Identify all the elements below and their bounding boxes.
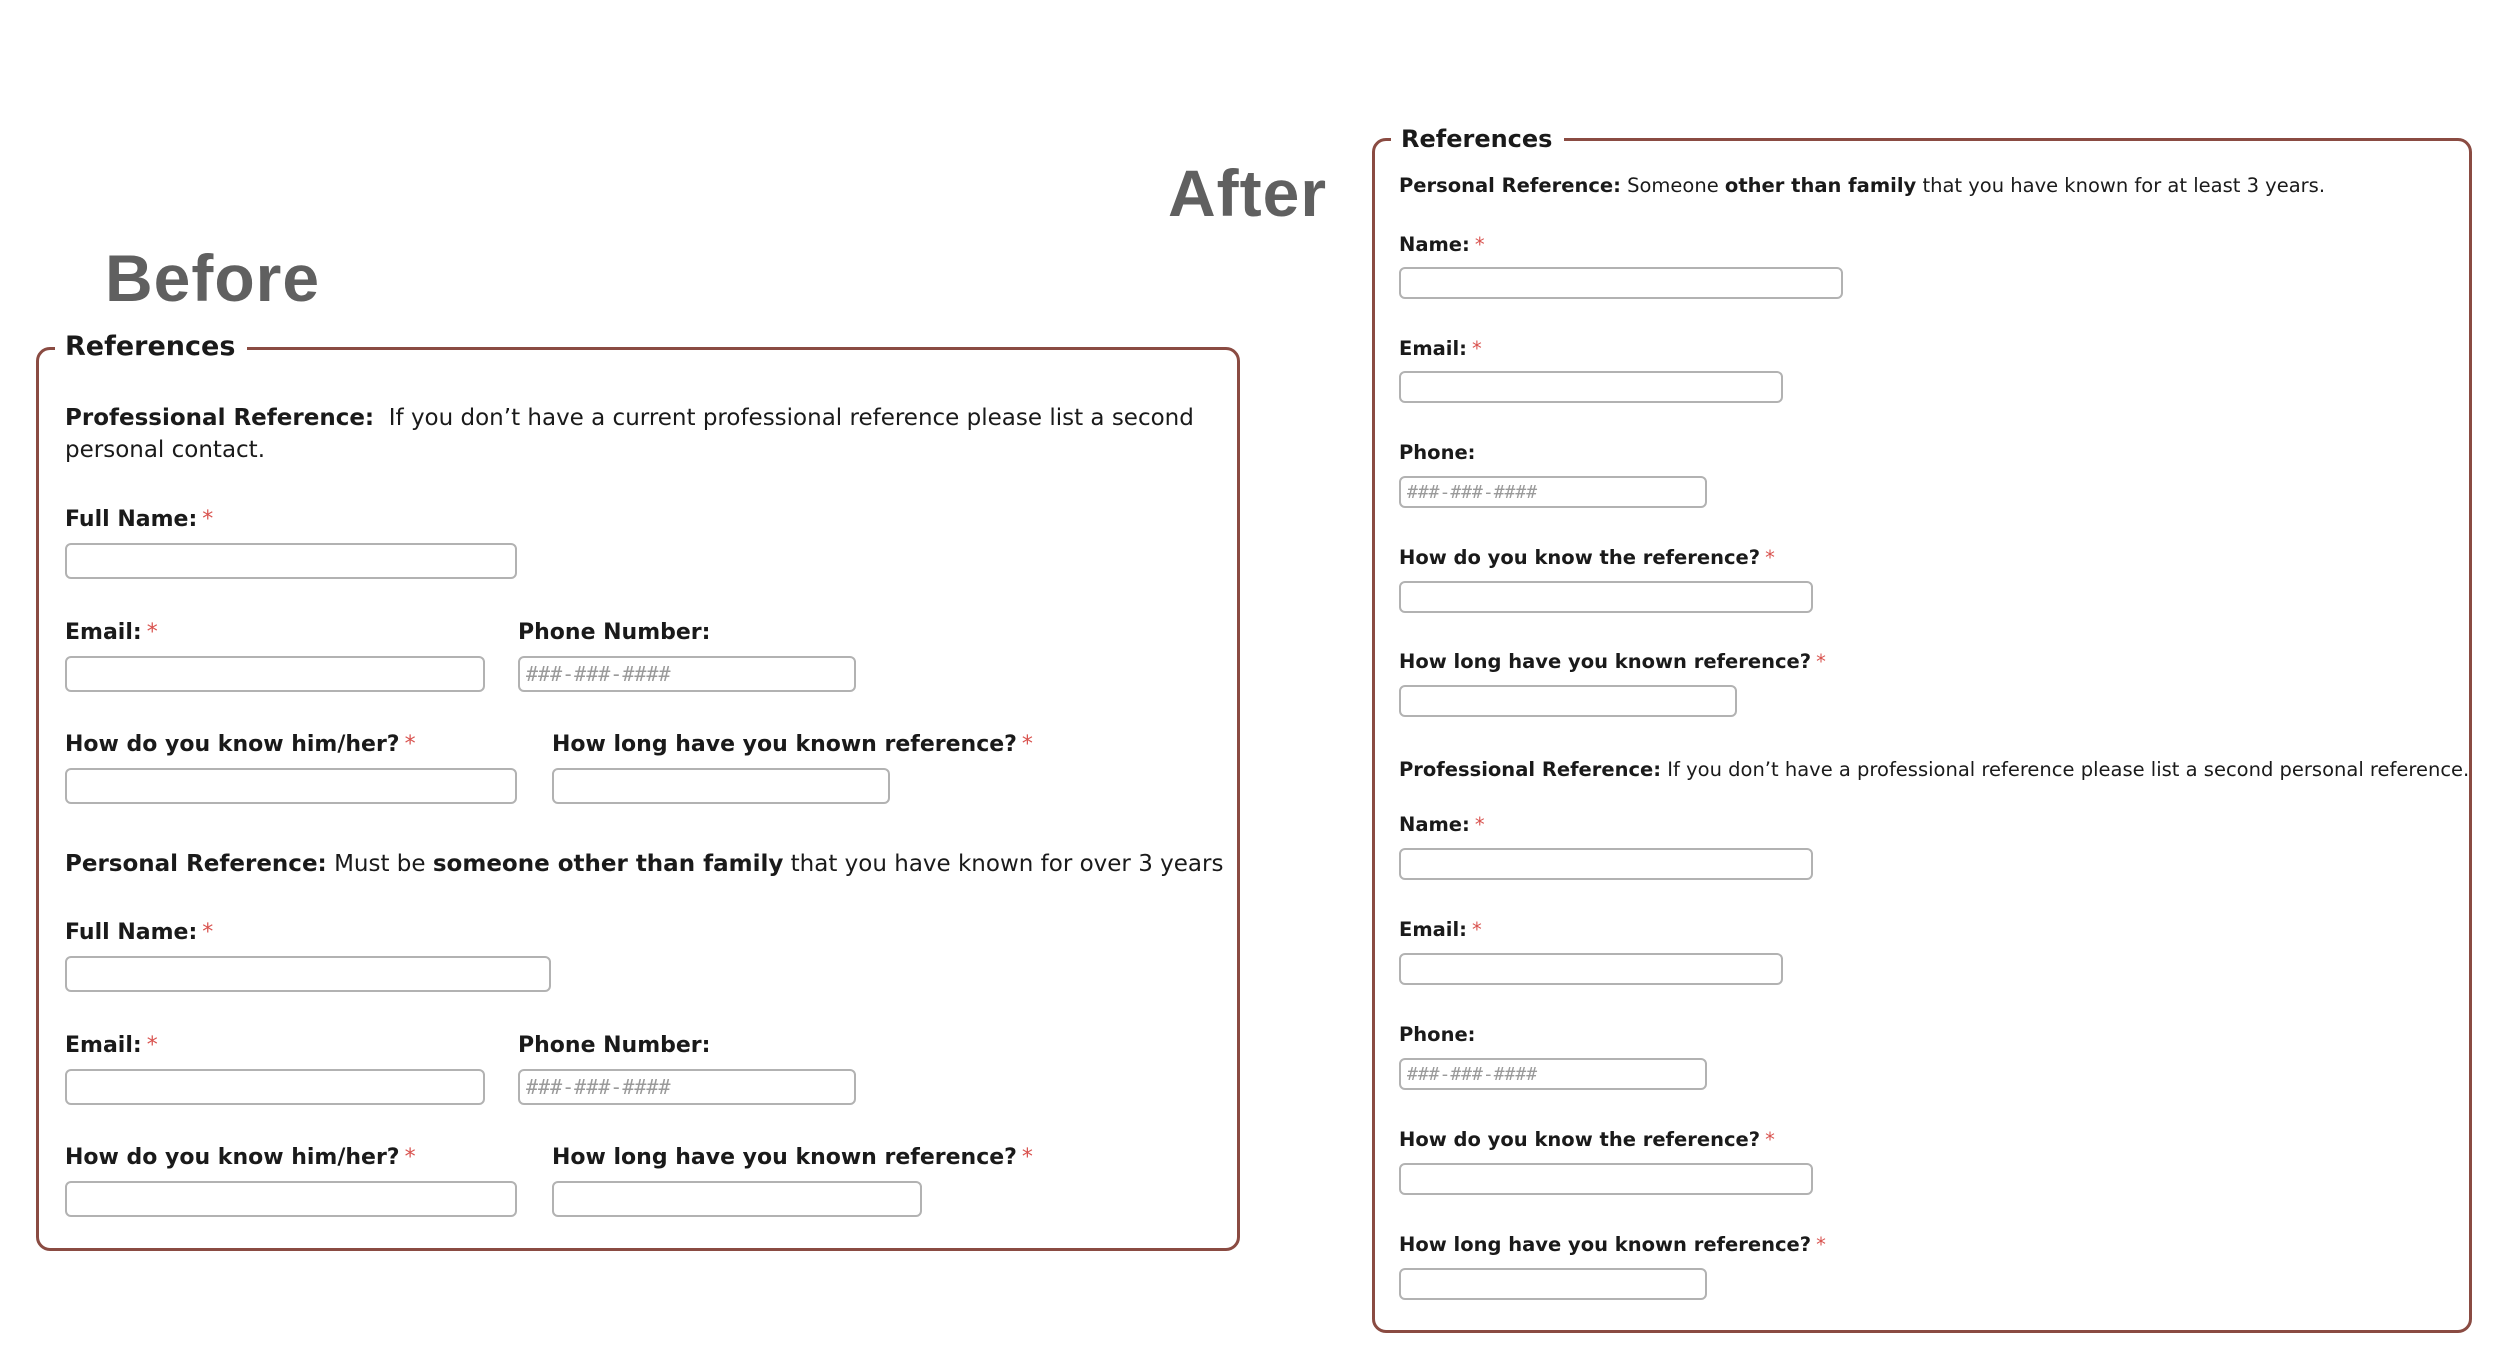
before-per-full-name-label: Full Name: *	[65, 920, 214, 945]
after-professional-intro-lead: Professional Reference:	[1399, 758, 1662, 781]
before-pro-how-long-label: How long have you known reference? *	[552, 732, 1033, 757]
before-personal-intro: Personal Reference: Must be someone other than family that you have known for over 3 years	[65, 851, 1224, 877]
after-per-name-label: Name: *	[1399, 233, 1485, 256]
before-pro-phone-label: Phone Number:	[518, 620, 711, 645]
before-pro-how-know-input[interactable]	[65, 768, 517, 804]
before-per-how-long-input[interactable]	[552, 1181, 922, 1217]
before-per-phone-label: Phone Number:	[518, 1033, 711, 1058]
after-panel-legend: References	[1391, 124, 1564, 154]
before-per-how-know-label: How do you know him/her? *	[65, 1145, 416, 1170]
after-professional-intro	[1399, 754, 2469, 786]
before-per-phone-input[interactable]	[518, 1069, 856, 1105]
after-per-email-input[interactable]	[1399, 371, 1783, 403]
after-pro-name-input[interactable]	[1399, 848, 1813, 880]
before-per-email-input[interactable]	[65, 1069, 485, 1105]
after-personal-intro: Personal Reference: Someone other than family that you have known for at least 3 years.	[1399, 174, 2326, 197]
before-pro-email-input[interactable]	[65, 656, 485, 692]
after-personal-intro-lead: Personal Reference:	[1399, 174, 1621, 197]
after-pro-phone-input[interactable]	[1399, 1058, 1707, 1090]
after-caption: After	[1168, 156, 1328, 230]
before-per-email-label: Email: *	[65, 1033, 158, 1058]
after-per-how-long-label: How long have you known reference? *	[1399, 650, 1826, 673]
before-per-full-name-input[interactable]	[65, 956, 551, 992]
before-panel-legend: References	[55, 332, 247, 362]
after-pro-how-know-label: How do you know the reference? *	[1399, 1128, 1775, 1151]
after-per-how-know-label: How do you know the reference? *	[1399, 546, 1775, 569]
after-pro-email-label: Email: *	[1399, 918, 1482, 941]
after-pro-phone-label: Phone:	[1399, 1023, 1476, 1046]
after-per-email-label: Email: *	[1399, 337, 1482, 360]
before-pro-full-name-label: Full Name: *	[65, 507, 214, 532]
after-references-panel	[1372, 125, 2472, 1333]
before-professional-intro-text: If you don’t have a current professional reference please list a second personal contact.	[65, 405, 1194, 463]
before-pro-email-label: Email: *	[65, 620, 158, 645]
after-pro-how-long-input[interactable]	[1399, 1268, 1707, 1300]
after-pro-name-label: Name: *	[1399, 813, 1485, 836]
after-per-how-know-input[interactable]	[1399, 581, 1813, 613]
before-caption: Before	[105, 241, 321, 315]
after-pro-email-input[interactable]	[1399, 953, 1783, 985]
after-professional-intro-text: If you don’t have a professional reference please list a second personal reference.	[1667, 758, 2470, 781]
after-per-how-long-input[interactable]	[1399, 685, 1737, 717]
after-pro-how-long-label: How long have you known reference? *	[1399, 1233, 1826, 1256]
after-per-name-input[interactable]	[1399, 267, 1843, 299]
before-per-how-long-label: How long have you known reference? *	[552, 1145, 1033, 1170]
after-per-phone-input[interactable]	[1399, 476, 1707, 508]
after-pro-how-know-input[interactable]	[1399, 1163, 1813, 1195]
before-professional-intro	[65, 402, 1205, 466]
before-references-panel	[36, 331, 1240, 1251]
before-pro-how-long-input[interactable]	[552, 768, 890, 804]
before-professional-intro-lead: Professional Reference:	[65, 405, 375, 431]
before-pro-how-know-label: How do you know him/her? *	[65, 732, 416, 757]
before-pro-phone-input[interactable]	[518, 656, 856, 692]
before-pro-full-name-input[interactable]	[65, 543, 517, 579]
before-personal-intro-lead: Personal Reference:	[65, 851, 327, 877]
before-per-how-know-input[interactable]	[65, 1181, 517, 1217]
after-per-phone-label: Phone:	[1399, 441, 1476, 464]
